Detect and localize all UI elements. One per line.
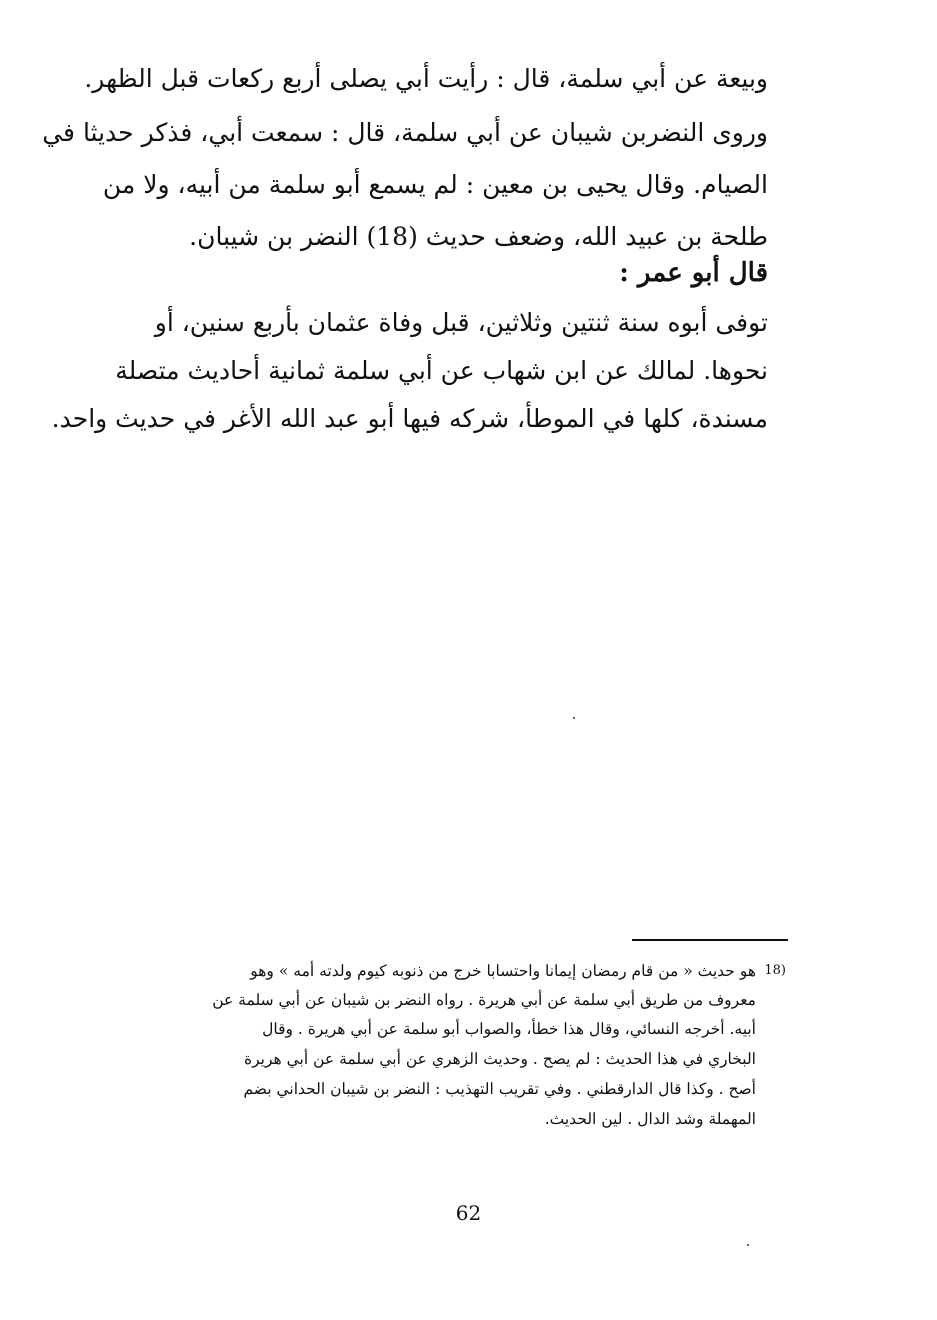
main-text-line: نحوها. لمالك عن ابن شهاب عن أبي سلمة ثمانية أحاديث متصلة bbox=[115, 356, 768, 385]
section-heading: قال أبو عمر : bbox=[619, 258, 768, 288]
main-text-line: مسندة، كلها في الموطأ، شركه فيها أبو عبد الله الأغر في حديث واحد. bbox=[51, 404, 768, 433]
main-text-line: توفى أبوه سنة ثنتين وثلاثين، قبل وفاة عثمان بأربع سنين، أو bbox=[154, 308, 768, 337]
scan-speck bbox=[573, 717, 575, 719]
main-text-line: الصيام. وقال يحيى بن معين : لم يسمع أبو سلمة من أبيه، ولا من bbox=[102, 170, 768, 199]
footnote-line: أبيه. أخرجه النسائي، وقال هذا خطأ، والصواب أبو سلمة عن أبي هريرة . وقال bbox=[262, 1020, 756, 1038]
scan-speck bbox=[747, 1244, 749, 1246]
footnote-line: معروف من طريق أبي سلمة عن أبي هريرة . رواه النضر بن شيبان عن أبي سلمة عن bbox=[212, 991, 756, 1009]
footnote-line: أصح . وكذا قال الدارقطني . وفي تقريب التهذيب : النضر بن شيبان الحداني بضم bbox=[243, 1080, 756, 1098]
main-text-line: طلحة بن عبيد الله، وضعف حديث (18) النضر بن شيبان. bbox=[189, 222, 768, 251]
footnote-line: هو حديث « من قام رمضان إيمانا واحتسابا خرج من ذنوبه كيوم ولدته أمه » وهو bbox=[250, 962, 756, 980]
footnote-line: المهملة وشد الدال . لين الحديث. bbox=[544, 1110, 756, 1128]
page-number: 62 bbox=[455, 1201, 482, 1225]
footnote-marker: (18 bbox=[764, 963, 786, 978]
footnote-line: البخاري في هذا الحديث : لم يصح . وحديث الزهري عن أبي سلمة عن أبي هريرة bbox=[243, 1050, 756, 1068]
footnote-divider bbox=[632, 939, 788, 941]
main-text-line: وروى النضربن شيبان عن أبي سلمة، قال : سمعت أبي، فذكر حديثا في bbox=[42, 118, 768, 147]
main-text-line: وبيعة عن أبي سلمة، قال : رأيت أبي يصلى أربع ركعات قبل الظهر. bbox=[84, 64, 768, 93]
